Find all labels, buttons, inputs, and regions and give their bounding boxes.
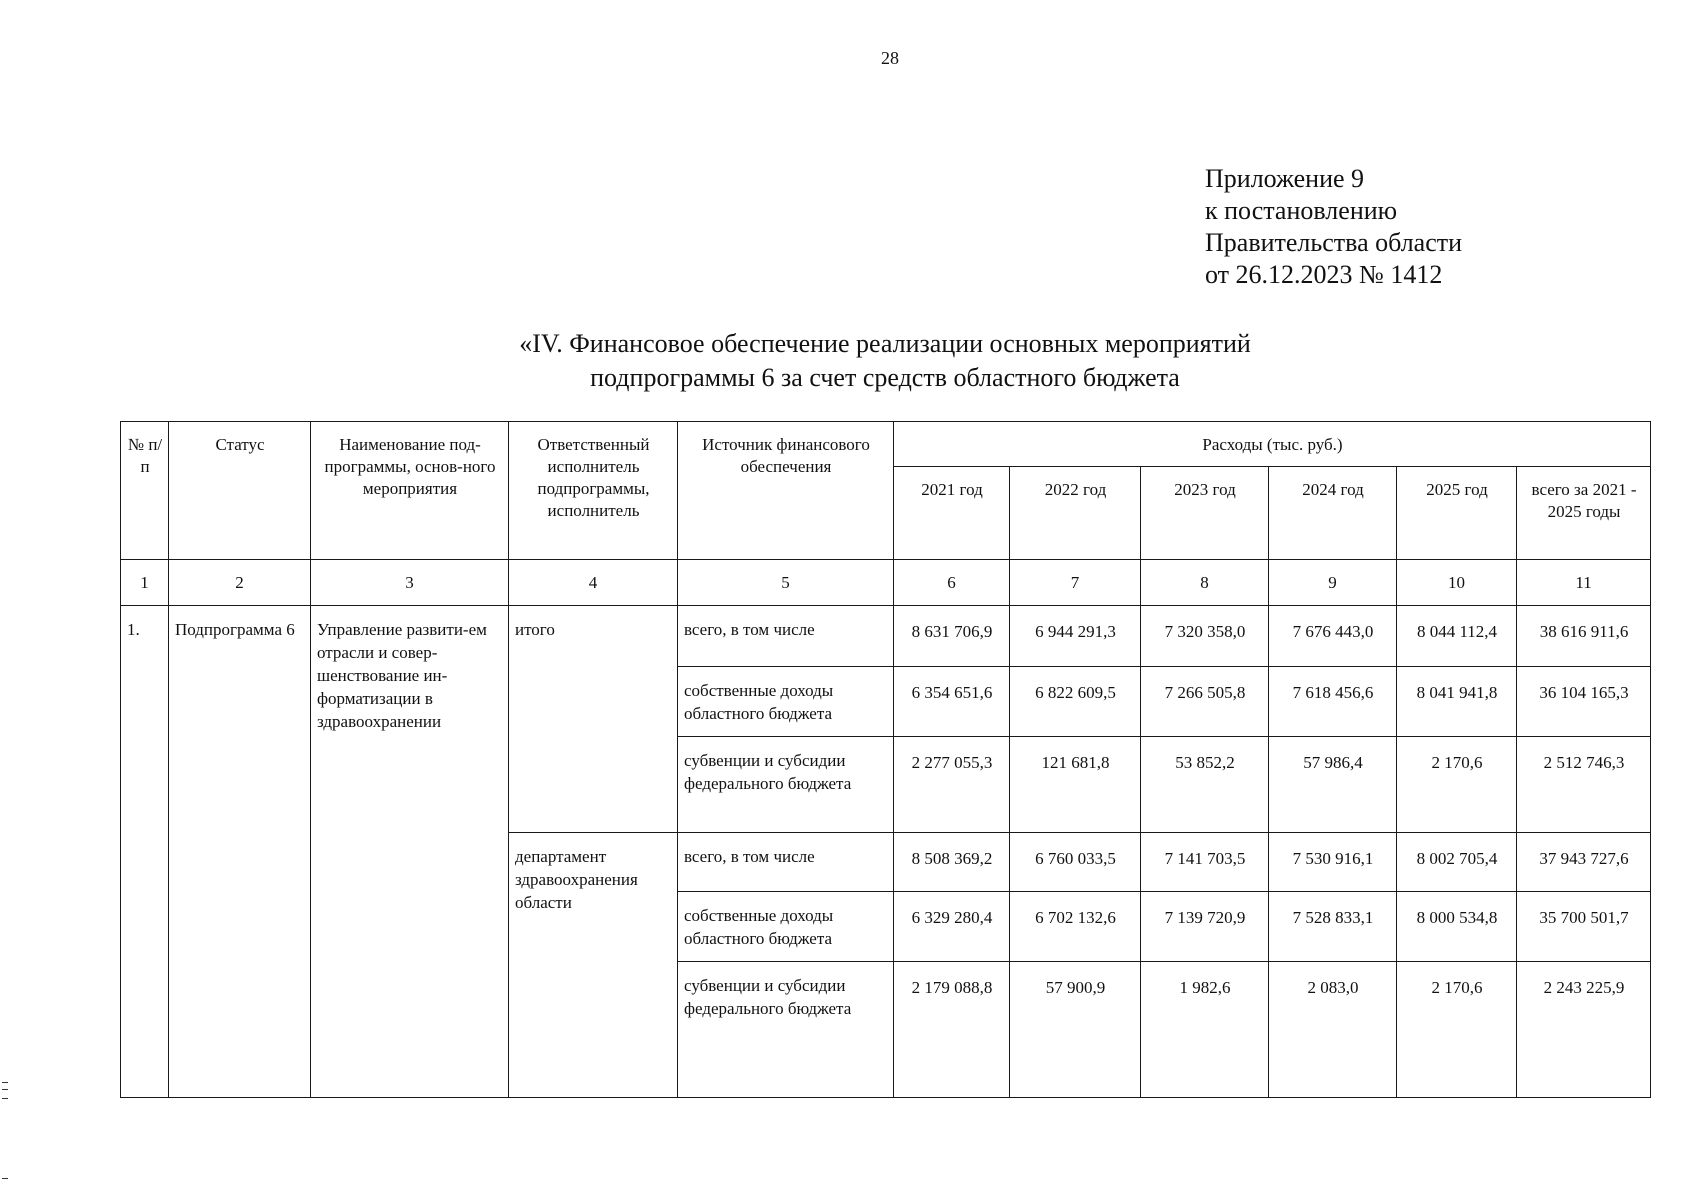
financing-table [120, 421, 1651, 1098]
document-title [120, 327, 1650, 395]
column-index: 5 [678, 560, 894, 606]
column-index: 8 [1141, 560, 1269, 606]
value-cell: 2 179 088,8 [894, 962, 1010, 1098]
value-cell: 38 616 911,6 [1517, 606, 1651, 667]
value-cell: 8 508 369,2 [894, 833, 1010, 892]
row-executor: итого [509, 606, 678, 833]
header-num: № п/п [121, 422, 169, 560]
value-cell: 36 104 165,3 [1517, 667, 1651, 737]
value-cell: 2 083,0 [1269, 962, 1397, 1098]
value-cell: 6 822 609,5 [1010, 667, 1141, 737]
value-cell: 7 676 443,0 [1269, 606, 1397, 667]
column-index: 10 [1397, 560, 1517, 606]
column-index: 4 [509, 560, 678, 606]
table-row [121, 606, 1651, 667]
header-executor: Ответственный исполнитель подпрограммы, исполнитель [509, 422, 678, 560]
value-cell: 57 986,4 [1269, 737, 1397, 833]
value-cell: 6 702 132,6 [1010, 892, 1141, 962]
row-status: Подпрограмма 6 [169, 606, 311, 1098]
value-cell: 8 044 112,4 [1397, 606, 1517, 667]
value-cell: 6 329 280,4 [894, 892, 1010, 962]
value-cell: 7 618 456,6 [1269, 667, 1397, 737]
row-source: всего, в том числе [678, 833, 894, 892]
value-cell: 57 900,9 [1010, 962, 1141, 1098]
header-year-2022: 2022 год [1010, 467, 1141, 560]
header-year-2021: 2021 год [894, 467, 1010, 560]
header-expenses: Расходы (тыс. руб.) [894, 422, 1651, 467]
column-index: 7 [1010, 560, 1141, 606]
row-source: собственные доходы областного бюджета [678, 667, 894, 737]
value-cell: 2 277 055,3 [894, 737, 1010, 833]
value-cell: 37 943 727,6 [1517, 833, 1651, 892]
appendix-line: к постановлению [1205, 196, 1398, 225]
value-cell: 53 852,2 [1141, 737, 1269, 833]
value-cell: 7 141 703,5 [1141, 833, 1269, 892]
value-cell: 2 512 746,3 [1517, 737, 1651, 833]
appendix-line: Приложение 9 [1205, 164, 1365, 193]
header-total: всего за 2021 - 2025 годы [1517, 467, 1651, 560]
value-cell: 121 681,8 [1010, 737, 1141, 833]
appendix-line: Правительства области [1205, 228, 1463, 257]
value-cell: 6 354 651,6 [894, 667, 1010, 737]
title-line: подпрограммы 6 за счет средств областного бюджета [590, 363, 1180, 392]
row-number: 1. [121, 606, 169, 1098]
value-cell: 8 000 534,8 [1397, 892, 1517, 962]
value-cell: 8 002 705,4 [1397, 833, 1517, 892]
column-index: 3 [311, 560, 509, 606]
value-cell: 6 944 291,3 [1010, 606, 1141, 667]
column-index: 6 [894, 560, 1010, 606]
value-cell: 7 266 505,8 [1141, 667, 1269, 737]
header-year-2024: 2024 год [1269, 467, 1397, 560]
scan-margin-mark [2, 1178, 8, 1179]
page-number: 28 [881, 48, 899, 68]
title-line: «IV. Финансовое обеспечение реализации основных мероприятий [519, 329, 1251, 358]
value-cell: 7 139 720,9 [1141, 892, 1269, 962]
value-cell: 7 320 358,0 [1141, 606, 1269, 667]
scan-margin-mark [2, 1082, 8, 1099]
row-source: субвенции и субсидии федерального бюджета [678, 962, 894, 1098]
header-name: Наименование под-программы, основ-ного мероприятия [311, 422, 509, 560]
header-source: Источник финансового обеспечения [678, 422, 894, 560]
column-index: 9 [1269, 560, 1397, 606]
header-status: Статус [169, 422, 311, 560]
row-name: Управление развити-ем отрасли и совер-шенствование ин-форматизации в здравоохранении [311, 606, 509, 1098]
column-index-row [121, 560, 1651, 606]
value-cell: 7 528 833,1 [1269, 892, 1397, 962]
appendix-block [1205, 163, 1462, 291]
value-cell: 1 982,6 [1141, 962, 1269, 1098]
header-row [121, 422, 1651, 467]
header-year-2023: 2023 год [1141, 467, 1269, 560]
value-cell: 6 760 033,5 [1010, 833, 1141, 892]
value-cell: 2 170,6 [1397, 962, 1517, 1098]
row-source: собственные доходы областного бюджета [678, 892, 894, 962]
value-cell: 7 530 916,1 [1269, 833, 1397, 892]
value-cell: 8 041 941,8 [1397, 667, 1517, 737]
value-cell: 2 170,6 [1397, 737, 1517, 833]
header-year-2025: 2025 год [1397, 467, 1517, 560]
value-cell: 2 243 225,9 [1517, 962, 1651, 1098]
column-index: 11 [1517, 560, 1651, 606]
value-cell: 8 631 706,9 [894, 606, 1010, 667]
row-source: всего, в том числе [678, 606, 894, 667]
row-executor: департамент здравоохранения области [509, 833, 678, 1098]
value-cell: 35 700 501,7 [1517, 892, 1651, 962]
column-index: 2 [169, 560, 311, 606]
column-index: 1 [121, 560, 169, 606]
appendix-line: от 26.12.2023 № 1412 [1205, 260, 1443, 289]
row-source: субвенции и субсидии федерального бюджета [678, 737, 894, 833]
